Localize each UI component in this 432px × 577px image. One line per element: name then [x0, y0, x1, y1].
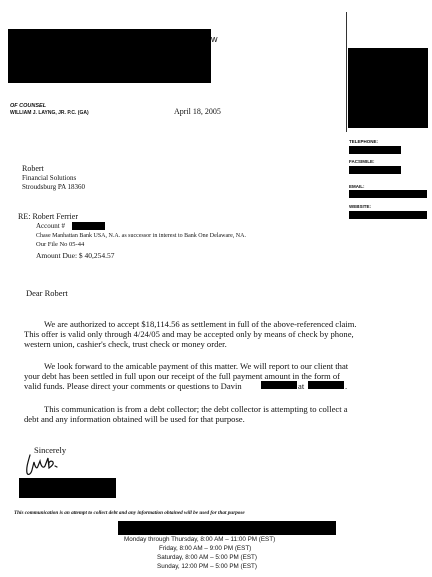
redacted-sidebar-block [348, 48, 428, 128]
redacted-letterhead [8, 29, 211, 83]
salutation: Dear Robert [26, 288, 68, 298]
closing: Sincerely [34, 445, 67, 455]
creditor-line: Chase Manhattan Bank USA, N.A. as successor in interest to Bank One Delaware, NA. [36, 233, 246, 239]
signature [24, 452, 64, 478]
recipient-company: Financial Solutions [22, 174, 77, 182]
letter-date: April 18, 2005 [174, 107, 221, 116]
account-label: Account # [36, 222, 65, 230]
redacted-footer-block [118, 521, 336, 535]
redacted-website [349, 211, 427, 219]
sidebar-divider [346, 12, 347, 132]
para3-line2: debt and any information obtained will be used for that purpose. [24, 414, 245, 424]
telephone-label: TELEPHONE: [349, 139, 379, 144]
hours-line-1: Monday through Thursday, 8:00 AM – 11:00 PM (EST) [124, 536, 276, 543]
website-label: WEBSITE: [349, 204, 371, 209]
firm-name-tail: w [211, 34, 218, 44]
para3-line1: This communication is from a debt collector; the debt collector is attempting to collect a [44, 404, 348, 414]
para1-line3: western union, cashier's check, trust check or money order. [24, 339, 227, 349]
redacted-telephone [349, 146, 401, 154]
redacted-facsimile [349, 166, 401, 174]
amount-due: Amount Due: $ 40,254.57 [36, 251, 115, 260]
file-number: Our File No 05-44 [36, 241, 85, 248]
para2-line3c: . [345, 381, 348, 391]
para1-line2: This offer is valid only through 4/24/05 and may be accepted only by means of check by phone, [24, 329, 354, 339]
para2-line3a: valid funds. Please direct your comments or questions to Davin [24, 381, 242, 391]
hours-line-3: Saturday, 8:00 AM – 5:00 PM (EST) [157, 554, 257, 561]
recipient-name: Robert [22, 164, 44, 173]
redacted-contact-name [261, 381, 297, 389]
footer-notice: This communication is an attempt to collect debt and any information obtained will be used for that purpose [14, 510, 245, 516]
redacted-signer-name [19, 478, 116, 498]
facsimile-label: FACSIMILE: [349, 159, 375, 164]
redacted-email [349, 190, 427, 198]
hours-line-2: Friday, 8:00 AM – 9:00 PM (EST) [159, 545, 252, 552]
redacted-contact-phone [308, 381, 344, 389]
of-counsel-name: WILLIAM J. LAYNG, JR. P.C. (GA) [10, 110, 89, 116]
of-counsel-heading: OF COUNSEL [10, 103, 47, 109]
re-line: RE: Robert Ferrier [18, 212, 78, 221]
para1-line1: We are authorized to accept $18,114.56 as settlement in full of the above-referenced claim. [44, 319, 357, 329]
email-label: EMAIL: [349, 184, 365, 189]
para2-line2: your debt has been settled in full upon our receipt of the full payment amount in the form of [24, 371, 340, 381]
para2-line1: We look forward to the amicable payment of this matter. We will report to our client that [44, 361, 349, 371]
recipient-city: Stroudsburg PA 18360 [22, 183, 86, 191]
para2-line3b: at [298, 381, 305, 391]
hours-line-4: Sunday, 12:00 PM – 5:00 PM (EST) [157, 563, 257, 570]
signature-mark [24, 452, 64, 478]
redacted-account-number [72, 222, 105, 230]
